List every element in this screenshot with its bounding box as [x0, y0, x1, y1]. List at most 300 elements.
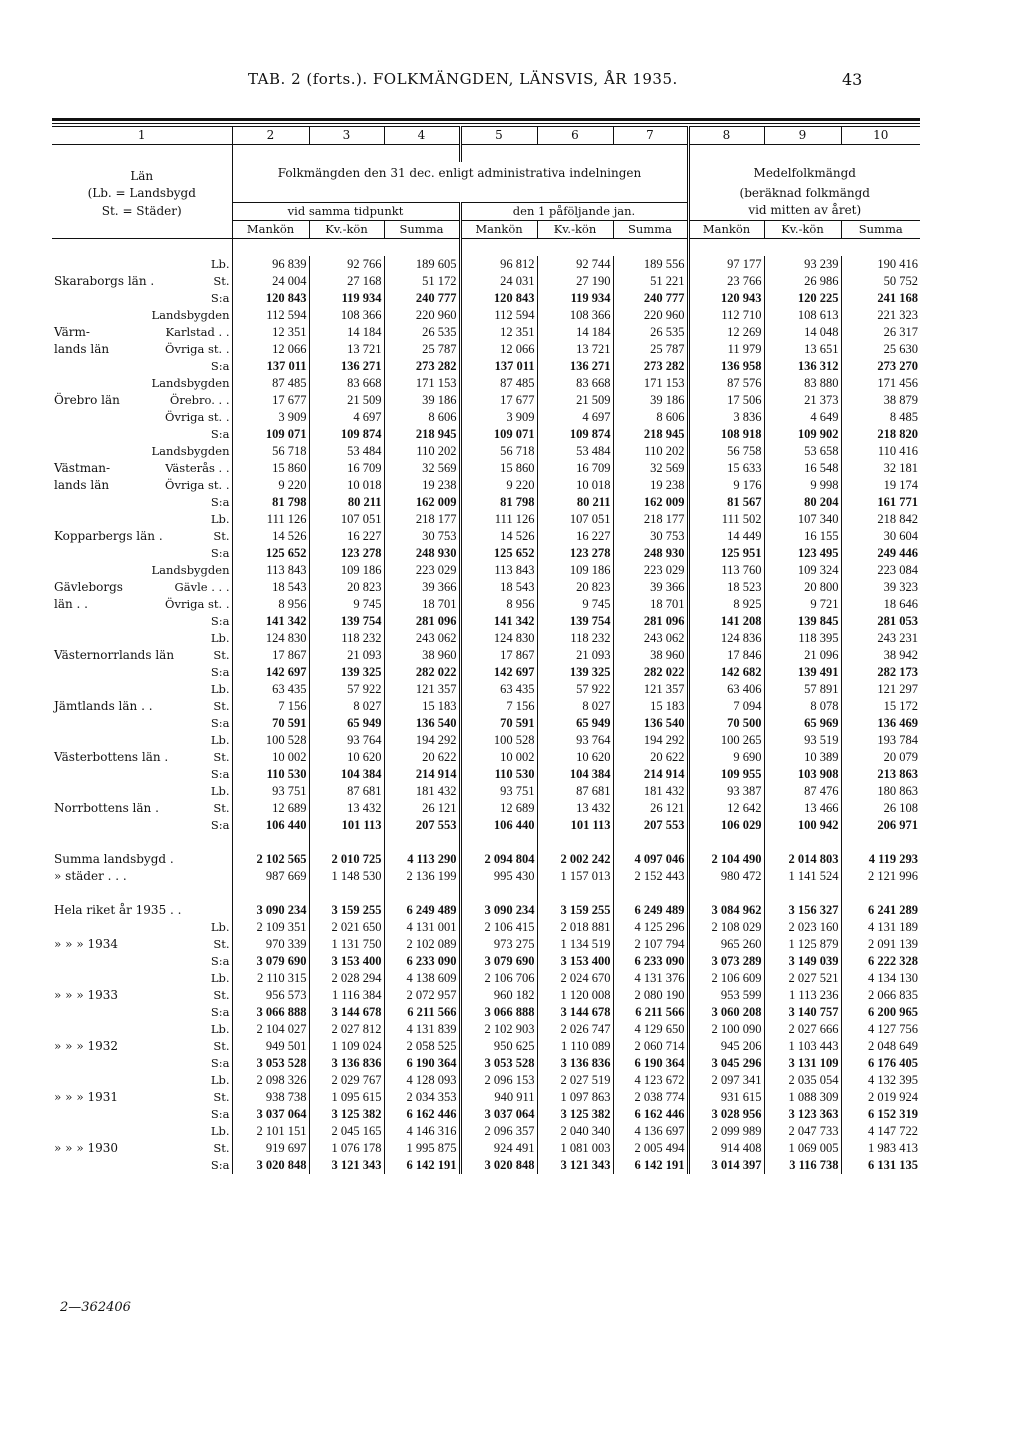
value-cell: 2 028 294: [309, 970, 384, 987]
value-cell: 81 798: [460, 494, 537, 511]
value-cell: 220 960: [613, 307, 688, 324]
value-cell: 57 922: [537, 681, 613, 698]
separator-row: [52, 885, 920, 902]
value-cell: 121 357: [384, 681, 460, 698]
value-cell: 243 231: [841, 630, 920, 647]
value-cell: 7 156: [460, 698, 537, 715]
row-label-cell: [52, 307, 232, 324]
table-row: [52, 664, 920, 681]
value-cell: 6 211 566: [384, 1004, 460, 1021]
value-cell: 113 843: [460, 562, 537, 579]
value-cell: 20 823: [309, 579, 384, 596]
value-cell: 120 225: [764, 290, 841, 307]
value-cell: 218 820: [841, 426, 920, 443]
table-row: [52, 1021, 920, 1038]
row-type: S:a: [210, 1004, 230, 1019]
table-row: [52, 1004, 920, 1021]
value-cell: 1 069 005: [764, 1140, 841, 1157]
row-type: Lb.: [210, 256, 230, 271]
row-label: Västman-: [54, 460, 111, 475]
row-type: S:a: [210, 715, 230, 730]
value-cell: 109 902: [764, 426, 841, 443]
value-cell: 139 754: [309, 613, 384, 630]
value-cell: 16 709: [537, 460, 613, 477]
row-label: » » » 1930: [54, 1140, 119, 1155]
value-cell: 93 519: [764, 732, 841, 749]
column-number: 8: [688, 127, 764, 145]
value-cell: 8 606: [384, 409, 460, 426]
value-cell: 194 292: [384, 732, 460, 749]
value-cell: 1 081 003: [537, 1140, 613, 1157]
row-label-cell: [52, 1072, 232, 1089]
value-cell: 6 176 405: [841, 1055, 920, 1072]
value-cell: 93 387: [688, 783, 764, 800]
value-cell: 8 485: [841, 409, 920, 426]
value-cell: 93 239: [764, 256, 841, 273]
table-row: [52, 443, 920, 460]
value-cell: 101 113: [309, 817, 384, 834]
value-cell: 987 669: [232, 868, 309, 885]
value-cell: 13 466: [764, 800, 841, 817]
value-cell: 4 097 046: [613, 851, 688, 868]
table-row: [52, 953, 920, 970]
value-cell: 56 718: [232, 443, 309, 460]
value-cell: 96 812: [460, 256, 537, 273]
value-cell: 3 066 888: [460, 1004, 537, 1021]
value-cell: 6 131 135: [841, 1157, 920, 1174]
value-cell: 2 027 521: [764, 970, 841, 987]
value-cell: 92 744: [537, 256, 613, 273]
group-a-sub1: vid samma tidpunkt: [232, 202, 460, 220]
value-cell: 3 159 255: [309, 902, 384, 919]
value-cell: 14 526: [232, 528, 309, 545]
table-row: [52, 1089, 920, 1106]
row-label-cell: [52, 579, 232, 596]
value-cell: 30 604: [841, 528, 920, 545]
table-row: [52, 749, 920, 766]
value-cell: 136 271: [537, 358, 613, 375]
value-cell: 109 324: [764, 562, 841, 579]
value-cell: 57 922: [309, 681, 384, 698]
value-cell: 108 366: [537, 307, 613, 324]
row-type: St.: [213, 647, 230, 662]
value-cell: 12 269: [688, 324, 764, 341]
value-cell: 17 867: [232, 647, 309, 664]
table-row: [52, 970, 920, 987]
row-type: Lb.: [210, 630, 230, 645]
value-cell: 16 227: [309, 528, 384, 545]
value-cell: 103 908: [764, 766, 841, 783]
value-cell: 2 045 165: [309, 1123, 384, 1140]
value-cell: 109 874: [309, 426, 384, 443]
value-cell: 83 880: [764, 375, 841, 392]
value-cell: 2 048 649: [841, 1038, 920, 1055]
value-cell: 6 190 364: [384, 1055, 460, 1072]
row-label: Summa landsbygd .: [54, 851, 174, 866]
row-type: Övriga st. .: [165, 477, 230, 492]
value-cell: 106 440: [232, 817, 309, 834]
value-cell: 32 569: [384, 460, 460, 477]
table-row: [52, 902, 920, 919]
value-cell: 12 642: [688, 800, 764, 817]
value-cell: 171 456: [841, 375, 920, 392]
value-cell: 23 766: [688, 273, 764, 290]
value-cell: 53 658: [764, 443, 841, 460]
value-cell: 100 942: [764, 817, 841, 834]
value-cell: 106 440: [460, 817, 537, 834]
value-cell: 1 113 236: [764, 987, 841, 1004]
row-label: » » » 1933: [54, 987, 119, 1002]
value-cell: 81 567: [688, 494, 764, 511]
value-cell: 21 093: [537, 647, 613, 664]
value-cell: 6 249 489: [384, 902, 460, 919]
value-cell: 87 681: [537, 783, 613, 800]
value-cell: 6 162 446: [613, 1106, 688, 1123]
value-cell: 112 710: [688, 307, 764, 324]
value-cell: 1 131 750: [309, 936, 384, 953]
value-cell: 240 777: [384, 290, 460, 307]
table-row: [52, 1140, 920, 1157]
value-cell: 121 297: [841, 681, 920, 698]
row-label-cell: [52, 375, 232, 392]
value-cell: 4 649: [764, 409, 841, 426]
value-cell: 9 690: [688, 749, 764, 766]
table-row: [52, 613, 920, 630]
table-row: [52, 698, 920, 715]
value-cell: 118 232: [309, 630, 384, 647]
row-type: Landsbygden: [151, 443, 230, 458]
value-cell: 2 080 190: [613, 987, 688, 1004]
value-cell: 194 292: [613, 732, 688, 749]
row-label-cell: [52, 766, 232, 783]
value-cell: 10 389: [764, 749, 841, 766]
value-cell: 20 079: [841, 749, 920, 766]
row-type: Västerås . .: [165, 460, 230, 475]
value-cell: 9 176: [688, 477, 764, 494]
value-cell: 18 523: [688, 579, 764, 596]
value-cell: 4 125 296: [613, 919, 688, 936]
value-cell: 4 132 395: [841, 1072, 920, 1089]
value-cell: 3 121 343: [537, 1157, 613, 1174]
value-cell: 4 131 839: [384, 1021, 460, 1038]
value-cell: 2 066 835: [841, 987, 920, 1004]
column-number: 4: [384, 127, 460, 145]
row-label-cell: [52, 749, 232, 766]
value-cell: 110 202: [384, 443, 460, 460]
row-label-cell: [52, 256, 232, 273]
value-cell: 3 045 296: [688, 1055, 764, 1072]
col-summa: Summa: [841, 220, 920, 238]
value-cell: 2 027 812: [309, 1021, 384, 1038]
row-label-cell: [52, 1123, 232, 1140]
value-cell: 83 668: [309, 375, 384, 392]
value-cell: 249 446: [841, 545, 920, 562]
value-cell: 2 027 519: [537, 1072, 613, 1089]
value-cell: 949 501: [232, 1038, 309, 1055]
value-cell: 2 106 415: [460, 919, 537, 936]
value-cell: 243 062: [613, 630, 688, 647]
value-cell: 13 432: [309, 800, 384, 817]
col-summa: Summa: [384, 220, 460, 238]
value-cell: 21 373: [764, 392, 841, 409]
col-kvkon: Kv.-kön: [537, 220, 613, 238]
value-cell: 65 969: [764, 715, 841, 732]
row-label-cell: [52, 970, 232, 987]
row-label-cell: [52, 273, 232, 290]
value-cell: 8 956: [232, 596, 309, 613]
row-label-cell: [52, 358, 232, 375]
value-cell: 248 930: [384, 545, 460, 562]
col-summa: Summa: [613, 220, 688, 238]
value-cell: 124 836: [688, 630, 764, 647]
value-cell: 4 697: [537, 409, 613, 426]
value-cell: 26 535: [384, 324, 460, 341]
value-cell: 51 221: [613, 273, 688, 290]
value-cell: 125 652: [460, 545, 537, 562]
value-cell: 1 103 443: [764, 1038, 841, 1055]
value-cell: 141 208: [688, 613, 764, 630]
value-cell: 945 206: [688, 1038, 764, 1055]
value-cell: 110 530: [460, 766, 537, 783]
table-row: [52, 936, 920, 953]
value-cell: 4 131 376: [613, 970, 688, 987]
value-cell: 4 146 316: [384, 1123, 460, 1140]
row-type: S:a: [210, 1157, 230, 1172]
value-cell: 80 211: [537, 494, 613, 511]
value-cell: 96 839: [232, 256, 309, 273]
table-row: [52, 817, 920, 834]
value-cell: 104 384: [537, 766, 613, 783]
row-type: Lb.: [210, 970, 230, 985]
value-cell: 180 863: [841, 783, 920, 800]
value-cell: 2 099 989: [688, 1123, 764, 1140]
value-cell: 30 753: [384, 528, 460, 545]
value-cell: 118 232: [537, 630, 613, 647]
row-label-cell: [52, 545, 232, 562]
row-label: » » » 1934: [54, 936, 119, 951]
value-cell: 2 018 881: [537, 919, 613, 936]
value-cell: 1 110 089: [537, 1038, 613, 1055]
row-type: S:a: [210, 766, 230, 781]
value-cell: 26 121: [613, 800, 688, 817]
value-cell: 2 136 199: [384, 868, 460, 885]
value-cell: 1 157 013: [537, 868, 613, 885]
row-type: S:a: [210, 817, 230, 832]
value-cell: 3 149 039: [764, 953, 841, 970]
value-cell: 2 097 341: [688, 1072, 764, 1089]
value-cell: 3 131 109: [764, 1055, 841, 1072]
value-cell: 142 697: [232, 664, 309, 681]
value-cell: 2 038 774: [613, 1089, 688, 1106]
lan-legend-2: St. = Städer): [101, 203, 182, 218]
row-label: Västerbottens län .: [54, 749, 169, 764]
value-cell: 3 037 064: [232, 1106, 309, 1123]
row-label: Örebro län: [54, 392, 120, 407]
value-cell: 12 066: [232, 341, 309, 358]
row-type: S:a: [210, 426, 230, 441]
value-cell: 121 357: [613, 681, 688, 698]
value-cell: 10 018: [537, 477, 613, 494]
table-row: [52, 579, 920, 596]
value-cell: 3 084 962: [688, 902, 764, 919]
value-cell: 19 238: [613, 477, 688, 494]
value-cell: 17 677: [460, 392, 537, 409]
value-cell: 181 432: [384, 783, 460, 800]
row-label-cell: [52, 664, 232, 681]
value-cell: 111 502: [688, 511, 764, 528]
value-cell: 93 751: [232, 783, 309, 800]
table-row: [52, 732, 920, 749]
value-cell: 2 152 443: [613, 868, 688, 885]
table-row: [52, 273, 920, 290]
value-cell: 223 084: [841, 562, 920, 579]
value-cell: 110 530: [232, 766, 309, 783]
value-cell: 15 860: [460, 460, 537, 477]
value-cell: 282 022: [384, 664, 460, 681]
value-cell: 108 918: [688, 426, 764, 443]
table-row: [52, 766, 920, 783]
value-cell: 919 697: [232, 1140, 309, 1157]
row-label: lands län: [54, 477, 110, 492]
row-label-cell: [52, 817, 232, 834]
col-mankon: Mankön: [688, 220, 764, 238]
value-cell: 109 071: [460, 426, 537, 443]
row-type: Karlstad . .: [165, 324, 230, 339]
value-cell: 27 190: [537, 273, 613, 290]
value-cell: 2 058 525: [384, 1038, 460, 1055]
value-cell: 15 860: [232, 460, 309, 477]
row-type: Lb.: [210, 1072, 230, 1087]
value-cell: 3 156 327: [764, 902, 841, 919]
value-cell: 1 088 309: [764, 1089, 841, 1106]
value-cell: 956 573: [232, 987, 309, 1004]
row-label: » » » 1931: [54, 1089, 119, 1104]
value-cell: 2 021 650: [309, 919, 384, 936]
value-cell: 13 721: [309, 341, 384, 358]
value-cell: 21 096: [764, 647, 841, 664]
value-cell: 1 125 879: [764, 936, 841, 953]
value-cell: 9 220: [232, 477, 309, 494]
value-cell: 141 342: [460, 613, 537, 630]
value-cell: 3 066 888: [232, 1004, 309, 1021]
value-cell: 17 867: [460, 647, 537, 664]
value-cell: 2 102 565: [232, 851, 309, 868]
value-cell: 6 200 965: [841, 1004, 920, 1021]
row-label-cell: [52, 443, 232, 460]
value-cell: 70 591: [232, 715, 309, 732]
value-cell: 139 845: [764, 613, 841, 630]
row-label: län . .: [54, 596, 88, 611]
value-cell: 80 211: [309, 494, 384, 511]
value-cell: 240 777: [613, 290, 688, 307]
value-cell: 100 528: [232, 732, 309, 749]
value-cell: 39 366: [384, 579, 460, 596]
value-cell: 120 843: [460, 290, 537, 307]
value-cell: 248 930: [613, 545, 688, 562]
value-cell: 137 011: [460, 358, 537, 375]
value-cell: 87 681: [309, 783, 384, 800]
value-cell: 2 002 242: [537, 851, 613, 868]
value-cell: 139 491: [764, 664, 841, 681]
value-cell: 2 102 903: [460, 1021, 537, 1038]
value-cell: 2 091 139: [841, 936, 920, 953]
table-row: [52, 545, 920, 562]
value-cell: 3 136 836: [537, 1055, 613, 1072]
value-cell: 938 738: [232, 1089, 309, 1106]
value-cell: 30 753: [613, 528, 688, 545]
table-row: [52, 647, 920, 664]
value-cell: 2 108 029: [688, 919, 764, 936]
row-label: Kopparbergs län .: [54, 528, 163, 543]
row-type: St.: [213, 1140, 230, 1155]
value-cell: 2 005 494: [613, 1140, 688, 1157]
value-cell: 1 109 024: [309, 1038, 384, 1055]
table-row: [52, 375, 920, 392]
value-cell: 3 136 836: [309, 1055, 384, 1072]
value-cell: 18 701: [384, 596, 460, 613]
table-row: [52, 511, 920, 528]
value-cell: 16 709: [309, 460, 384, 477]
value-cell: 119 934: [309, 290, 384, 307]
value-cell: 101 113: [537, 817, 613, 834]
row-type: Övriga st. .: [165, 341, 230, 356]
value-cell: 3 144 678: [537, 1004, 613, 1021]
value-cell: 1 148 530: [309, 868, 384, 885]
value-cell: 2 102 089: [384, 936, 460, 953]
value-cell: 3 053 528: [232, 1055, 309, 1072]
row-label: Västernorrlands län: [54, 647, 175, 662]
value-cell: 10 620: [537, 749, 613, 766]
value-cell: 93 764: [537, 732, 613, 749]
value-cell: 83 668: [537, 375, 613, 392]
value-cell: 17 506: [688, 392, 764, 409]
value-cell: 38 942: [841, 647, 920, 664]
value-cell: 2 019 924: [841, 1089, 920, 1106]
row-label-cell: [52, 1021, 232, 1038]
value-cell: 123 495: [764, 545, 841, 562]
value-cell: 4 128 093: [384, 1072, 460, 1089]
row-type: Lb.: [210, 919, 230, 934]
value-cell: 14 526: [460, 528, 537, 545]
value-cell: 2 029 767: [309, 1072, 384, 1089]
value-cell: 6 190 364: [613, 1055, 688, 1072]
value-cell: 25 630: [841, 341, 920, 358]
value-cell: 2 104 027: [232, 1021, 309, 1038]
row-label-cell: [52, 1055, 232, 1072]
value-cell: 4 136 697: [613, 1123, 688, 1140]
value-cell: 282 022: [613, 664, 688, 681]
value-cell: 218 842: [841, 511, 920, 528]
top-rule: [52, 118, 920, 121]
value-cell: 218 177: [613, 511, 688, 528]
value-cell: 15 172: [841, 698, 920, 715]
table-row: [52, 800, 920, 817]
value-cell: 162 009: [384, 494, 460, 511]
value-cell: 223 029: [613, 562, 688, 579]
value-cell: 6 142 191: [613, 1157, 688, 1174]
value-cell: 8 027: [309, 698, 384, 715]
value-cell: 940 911: [460, 1089, 537, 1106]
column-number: 10: [841, 127, 920, 145]
value-cell: 110 416: [841, 443, 920, 460]
value-cell: 965 260: [688, 936, 764, 953]
value-cell: 113 843: [232, 562, 309, 579]
value-cell: 87 485: [460, 375, 537, 392]
value-cell: 3 144 678: [309, 1004, 384, 1021]
row-label-cell: [52, 324, 232, 341]
table-row: [52, 256, 920, 273]
value-cell: 2 096 357: [460, 1123, 537, 1140]
